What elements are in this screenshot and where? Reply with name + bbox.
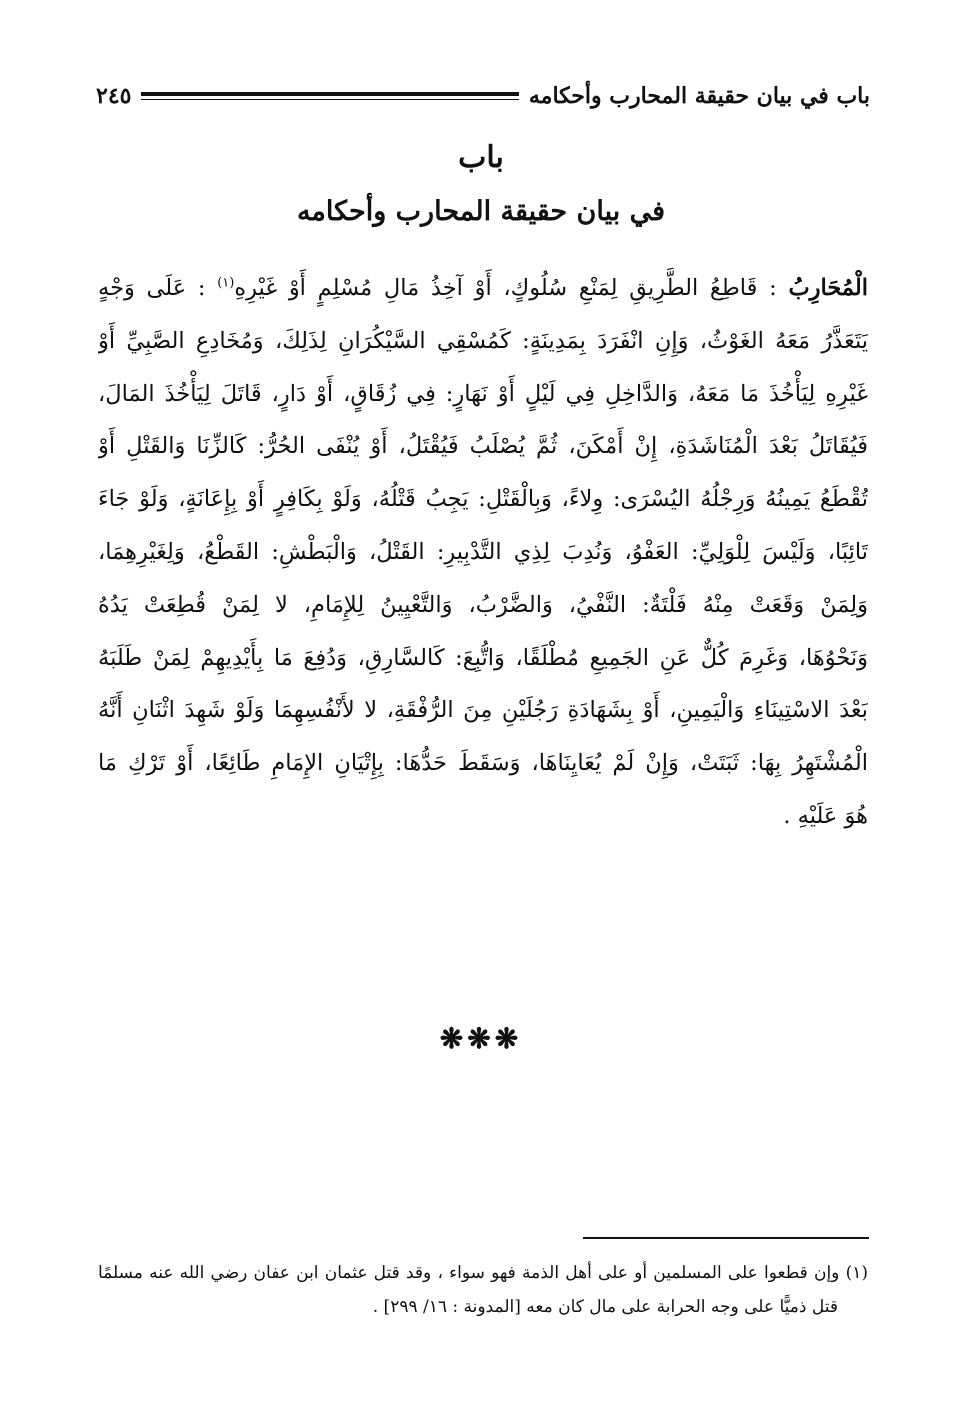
body-line: الْمُشْتَهِرُ بِهَا: ثَبَتَتْ، وَإِنْ لَمْ يُعَايِنَاهَا، وَسَقَطَ حَدُّهَا: بِإِتْيَانِ الإِمَامِ طَائِعًا، أَوْ تَرْكِ مَا — [98, 750, 868, 777]
footnote-line: قتل ذميًّا على وجه الحرابة على مال كان معه [المدونة : ١٦/ ٢٩٩] . — [372, 1297, 838, 1317]
body-line: هُوَ عَلَيْهِ . — [783, 802, 868, 829]
footnote-line: (١) وإن قطعوا على المسلمين أو على أهل الذمة فهو سواء ، وقد قتل عثمان ابن عفان رضي الله عنه مسلمًا — [98, 1263, 868, 1283]
footnote-rule — [583, 1237, 869, 1239]
body-line: تَائِبًا، وَلَيْسَ لِلْوَلِيِّ: العَفْوُ، وَنُدِبَ لِذِي التَّدْبِيرِ: القَتْلُ، وَالْبَطْشِ: القَطْعُ، وَلِغَيْرِهِمَا، — [98, 538, 868, 565]
body-line: بَعْدَ الاسْتِينَاءِ وَالْيَمِينِ، أَوْ بِشَهَادَةِ رَجُلَيْنِ مِنَ الرُّفْقَةِ، لا لأَنْفُسِهِمَا وَلَوْ شَهِدَ اثْنَانِ أَنَّهُ — [98, 697, 868, 724]
body-line: وَنَحْوُهَا، وَغَرِمَ كُلٌّ عَنِ الجَمِيعِ مُطْلَقًا، وَاتُّبِعَ: كَالسَّارِقِ، وَدُفِعَ مَا بِأَيْدِيهِمْ لِمَنْ طَلَبَهُ — [98, 644, 868, 671]
body-line: فَيُقَاتَلُ بَعْدَ الْمُنَاشَدَةِ، إِنْ أَمْكَنَ، ثُمَّ يُصْلَبُ فَيُقْتَلُ، أَوْ يُنْفَى الحُرُّ: كَالزِّنَا وَالقَتْلِ أَوْ — [98, 433, 868, 460]
body-line: يَتَعَذَّرُ مَعَهُ الغَوْثُ، وَإِنِ انْفَرَدَ بِمَدِينَةٍ: كَمُسْقِي السَّيْكُرَانِ لِذَلِكَ، وَمُخَادِعِ الصَّبِيِّ أَوْ — [98, 327, 868, 354]
chapter-subtitle: في بيان حقيقة المحارب وأحكامه — [296, 196, 666, 227]
body-line: تُقْطَعُ يَمِينُهُ وَرِجْلُهُ اليُسْرَى: وِلاءً، وَبِالْقَتْلِ: يَجِبُ قَتْلُهُ، وَلَوْ بِكَافِرٍ أَوْ بِإِعَانَةٍ، وَلَوْ جَاءَ — [98, 486, 868, 513]
section-separator: ❋❋❋ — [439, 1022, 523, 1055]
body-line: وَلِمَنْ وَقَعَتْ مِنْهُ فَلْتَةٌ: النَّفْيُ، وَالضَّرْبُ، وَالتَّعْيِينُ لِلإِمَامِ، لا لِمَنْ قُطِعَتْ يَدُهُ — [98, 591, 868, 618]
chapter-heading: باب — [458, 140, 504, 175]
body-line-1-end: : عَلَى وَجْهٍ — [98, 275, 206, 301]
running-header — [96, 78, 870, 114]
body-line: غَيْرِهِ لِيَأْخُذَ مَا مَعَهُ، وَالدَّاخِلِ فِي لَيْلٍ أَوْ نَهَارٍ: فِي زُقَاقٍ، أَوْ دَارٍ، قَاتَلَ لِيَأْخُذَ المَالَ، — [98, 380, 868, 407]
body-line — [98, 262, 868, 315]
body-text — [98, 262, 868, 843]
page-number: ٢٤٥ — [96, 83, 132, 109]
body-line-1-text: : قَاطِعُ الطَّرِيقِ لِمَنْعِ سُلُوكٍ، أَوْ آخِذُ مَالِ مُسْلِمٍ أَوْ غَيْرِهِ — [234, 275, 777, 301]
header-rule-thick — [141, 92, 518, 96]
lead-term: الْمُحَارِبُ — [788, 275, 868, 301]
header-rule-thin — [141, 99, 518, 101]
running-title: باب في بيان حقيقة المحارب وأحكامه — [528, 83, 870, 109]
footnote-marker[interactable]: (١) — [217, 275, 235, 291]
footnotes — [98, 1256, 868, 1324]
header-rule — [141, 92, 518, 101]
